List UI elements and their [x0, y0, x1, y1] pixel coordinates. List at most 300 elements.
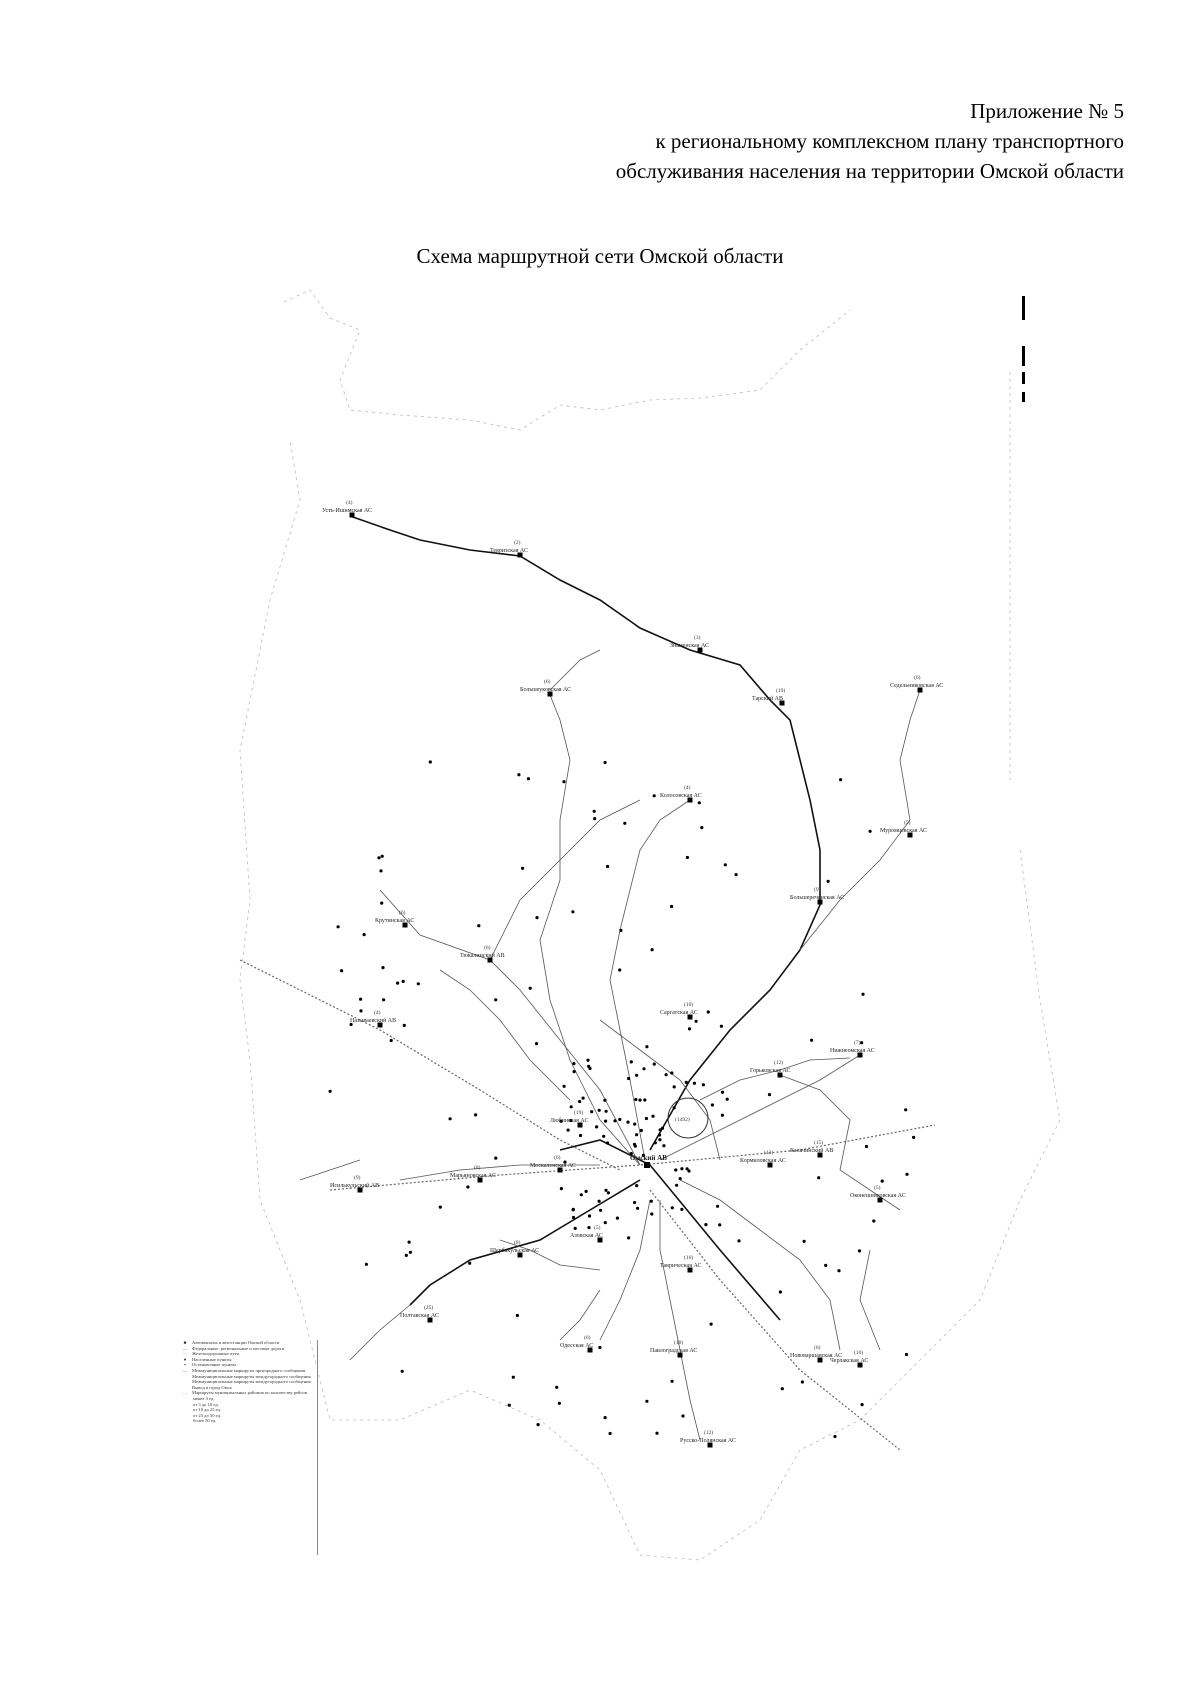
settlement-dot [535, 916, 538, 919]
legend-text: Федеральные, региональные и местные дороги [192, 1345, 285, 1351]
settlement-dot [572, 1216, 575, 1219]
station-kalachinsk [790, 1139, 833, 1158]
station-label: Кормиловская АС [740, 1158, 786, 1164]
legend-text: Межмуниципальные маршруты пригородного сообщения [192, 1367, 306, 1373]
station-route-count: (9) [814, 887, 821, 893]
settlement-dot [810, 1039, 813, 1042]
legend-text: Межмуниципальные маршруты междугородного сообщения [192, 1373, 311, 1379]
station-russkaya-polyana [680, 1429, 736, 1448]
settlement-dot [363, 933, 366, 936]
station-route-count: (16) [684, 1255, 694, 1261]
settlement-dot [567, 1129, 570, 1132]
settlement-dot [645, 1045, 648, 1048]
settlement-dot [658, 1133, 661, 1136]
station-route-count: (2) [514, 540, 521, 546]
settlement-dot [635, 1184, 638, 1187]
station-label: Азовская АС [570, 1233, 603, 1239]
settlement-dot [587, 1226, 590, 1229]
legend-symbol: ··· [182, 1351, 188, 1357]
settlement-dot [582, 1097, 585, 1100]
settlement-dot [396, 982, 399, 985]
settlement-dot [381, 966, 384, 969]
settlement-dot [655, 1432, 658, 1435]
settlement-dot [700, 826, 703, 829]
settlement-dot [572, 1208, 575, 1211]
settlement-dot [586, 1059, 589, 1062]
legend-text: Населенные пункты [192, 1356, 232, 1362]
station-label: Москаленская АС [530, 1163, 576, 1169]
settlement-dot [579, 1134, 582, 1137]
settlement-dot [645, 1400, 648, 1403]
station-muromtsevo [880, 819, 927, 838]
legend-scale-item: от 25 до 50 ед. [193, 1412, 222, 1418]
page-title: Схема маршрутной сети Омской области [416, 244, 784, 268]
legend-text: Железнодорожные пути [192, 1351, 239, 1357]
settlement-dot [402, 980, 405, 983]
settlement-dot [562, 780, 565, 783]
settlement-dot [827, 880, 830, 883]
settlement-dot [803, 1240, 806, 1243]
station-route-count: (10) [684, 1002, 694, 1008]
station-route-count: (5) [874, 1185, 881, 1191]
station-label: Таврическая АС [660, 1263, 702, 1269]
settlement-dot [595, 1125, 598, 1128]
omsk-station-marker [644, 1162, 650, 1168]
settlement-dot [598, 1346, 601, 1349]
settlement-dot [560, 1187, 563, 1190]
legend-text: Вывод в город Омск [192, 1384, 232, 1390]
station-route-count: (12) [774, 1060, 784, 1066]
station-route-count: (6) [544, 679, 551, 685]
settlement-dot [718, 1223, 721, 1226]
settlement-dot [661, 1127, 664, 1130]
station-tara [752, 687, 785, 706]
station-route-count: (10) [854, 1350, 864, 1356]
settlement-dot [680, 1167, 683, 1170]
settlement-dot [571, 910, 574, 913]
station-label: Называевский АВ [350, 1018, 397, 1024]
settlement-dot [613, 1119, 616, 1122]
settlement-dot [572, 1062, 575, 1065]
settlement-dot [587, 1065, 590, 1068]
region-boundary [240, 290, 1060, 1560]
legend-symbol: ▪ [184, 1362, 186, 1368]
settlement-dot [558, 1402, 561, 1405]
settlement-dot [593, 817, 596, 820]
legend-symbol: — [182, 1367, 188, 1373]
settlement-dot [837, 1269, 840, 1272]
settlement-dot [537, 1423, 540, 1426]
station-label: Горьковская АС [750, 1068, 791, 1074]
settlement-dot [555, 1386, 558, 1389]
settlement-dot [675, 1184, 678, 1187]
settlement-dot [695, 1020, 698, 1023]
settlement-dot [382, 998, 385, 1001]
settlement-dot [365, 1263, 368, 1266]
settlement-dot [604, 761, 607, 764]
settlement-dot [720, 1025, 723, 1028]
station-label: Тевризская АС [490, 548, 528, 554]
settlement-dot [337, 925, 340, 928]
station-tyukalinsk [460, 944, 505, 963]
settlement-dot [593, 810, 596, 813]
station-route-count: (3) [694, 635, 701, 641]
settlement-dot [618, 968, 621, 971]
settlement-dot [905, 1173, 908, 1176]
station-route-count: (9) [354, 1175, 361, 1181]
settlement-dot [574, 1227, 577, 1230]
settlement-dot [633, 1201, 636, 1204]
settlement-dot [604, 1189, 607, 1192]
settlement-dot [650, 1212, 653, 1215]
settlement-dot [512, 1376, 515, 1379]
settlement-dot [704, 1223, 707, 1226]
settlement-dot [779, 1290, 782, 1293]
station-label: Нововаршавская АС [790, 1353, 843, 1359]
settlement-dot [439, 1206, 442, 1209]
settlement-dot [607, 1191, 610, 1194]
station-sargatskoe [660, 1001, 698, 1020]
settlement-dot [638, 1099, 641, 1102]
settlement-dot [658, 1138, 661, 1141]
settlement-dot [377, 856, 380, 859]
settlement-dot [599, 1209, 602, 1212]
station-route-count: (6) [399, 910, 406, 916]
settlement-dot [686, 856, 689, 859]
settlement-dot [573, 1070, 576, 1073]
settlement-dot [680, 1208, 683, 1211]
station-label: Щербакульская АС [490, 1248, 540, 1254]
settlement-dot [381, 855, 384, 858]
station-route-count: (13) [764, 1150, 774, 1156]
settlement-dot [681, 1414, 684, 1417]
station-label: Саргатская АС [660, 1010, 698, 1016]
settlement-dot [642, 1067, 645, 1070]
settlement-dot [654, 1141, 657, 1144]
settlement-dot [527, 777, 530, 780]
legend-text: Маршруты муниципальных районов по количеству рейсов [192, 1390, 308, 1396]
legend-symbol: — [182, 1345, 188, 1351]
settlement-dot [643, 1098, 646, 1101]
station-route-count: (6) [814, 1345, 821, 1351]
station-route-count: (6) [484, 945, 491, 951]
settlement-dot [468, 1262, 471, 1265]
settlement-dot [627, 1077, 630, 1080]
legend-scale-item: от 10 до 25 ед. [193, 1407, 222, 1413]
station-pavlogradka [650, 1339, 697, 1358]
settlement-dot [604, 1416, 607, 1419]
settlement-dot [517, 773, 520, 776]
settlement-dot [474, 1113, 477, 1116]
settlement-dot [329, 1090, 332, 1093]
station-poltavka [400, 1304, 439, 1323]
settlement-dot [662, 1144, 665, 1147]
settlement-dot [781, 1387, 784, 1390]
station-sedelnikovo [890, 674, 943, 693]
settlement-dot [651, 1115, 654, 1118]
settlement-dot [379, 869, 382, 872]
settlement-dot [686, 1167, 689, 1170]
station-moskalenki [530, 1154, 576, 1173]
major-routes [350, 516, 820, 1320]
settlement-dot [494, 1157, 497, 1160]
station-route-count: (5) [594, 1225, 601, 1231]
bus-stations [322, 499, 943, 1448]
station-route-count: (10) [674, 1340, 684, 1346]
settlement-dot [702, 1083, 705, 1086]
settlement-dot [604, 1221, 607, 1224]
station-ust-ishim [322, 499, 372, 518]
station-route-count: (15) [814, 1140, 824, 1146]
station-route-count: (19) [776, 688, 786, 694]
settlement-dot [570, 1105, 573, 1108]
settlement-dot [390, 1039, 393, 1042]
settlement-dot [535, 1042, 538, 1045]
settlement-dot [651, 948, 654, 951]
settlement-dot [409, 1251, 412, 1254]
settlement-dot [521, 867, 524, 870]
settlement-dot [635, 1074, 638, 1077]
settlement-dot [449, 1117, 452, 1120]
station-label: Черлакская АС [830, 1358, 869, 1364]
station-route-count: (6) [584, 1335, 591, 1341]
settlement-dot [598, 1109, 601, 1112]
settlement-dot [516, 1314, 519, 1317]
omsk-station-label: Омский АВ [630, 1154, 667, 1162]
legend-text: Автовокзалы и автостанции Омской области [192, 1340, 280, 1345]
legend-scale-item: менее 3 ед. [193, 1395, 215, 1401]
settlement-dot [359, 998, 362, 1001]
station-label: Павлоградская АС [650, 1348, 698, 1354]
settlement-dot [477, 924, 480, 927]
station-label: Большеуковская АС [520, 687, 572, 693]
settlement-dot [340, 969, 343, 972]
station-label: Знаменская АС [670, 643, 709, 649]
station-route-count: (25) [424, 1305, 434, 1311]
legend-text: Межмуниципальные маршруты междугородного сообщения [192, 1379, 311, 1385]
station-azovo [570, 1224, 603, 1243]
settlement-dot [679, 1177, 682, 1180]
settlement-dot [626, 1121, 629, 1124]
settlement-dot [630, 1060, 633, 1063]
station-route-count: (6) [914, 675, 921, 681]
settlement-dots [329, 760, 916, 1438]
settlement-dot [817, 1176, 820, 1179]
station-label: Любинская АС [550, 1118, 589, 1124]
settlement-dot [673, 1085, 676, 1088]
settlement-dot [673, 1106, 676, 1109]
settlement-dot [603, 1099, 606, 1102]
station-label: Одесская АС [560, 1343, 594, 1349]
settlement-dot [401, 1370, 404, 1373]
station-kormilovka [740, 1149, 786, 1168]
settlement-dot [716, 1205, 719, 1208]
settlement-dot [609, 1432, 612, 1435]
station-kolosovka [660, 784, 702, 803]
settlement-dot [905, 1353, 908, 1356]
legend-text: Остановочные пункты [192, 1362, 237, 1368]
omsk-city-count: (1492) [675, 1117, 690, 1123]
settlement-dot [590, 1110, 593, 1113]
settlement-dot [598, 1200, 601, 1203]
settlement-dot [405, 1254, 408, 1257]
railway-lines [240, 960, 935, 1450]
settlement-dot [726, 1098, 729, 1101]
station-label: Седельниковская АС [890, 683, 944, 689]
settlement-dot [881, 1180, 884, 1183]
settlement-dot [670, 905, 673, 908]
station-label: Тюкалинский АВ [460, 953, 505, 959]
settlement-dot [904, 1108, 907, 1111]
settlement-dot [645, 1117, 648, 1120]
station-label: Колосовская АС [660, 793, 702, 799]
settlement-dot [872, 1219, 875, 1222]
settlement-dot [674, 1168, 677, 1171]
settlement-dot [861, 1403, 864, 1406]
settlement-dot [580, 1193, 583, 1196]
settlement-dot [606, 1141, 609, 1144]
settlement-dot [466, 1185, 469, 1188]
settlement-dot [737, 1239, 740, 1242]
station-oconeshnikovo [850, 1184, 906, 1203]
settlement-dot [839, 778, 842, 781]
settlement-dot [604, 1120, 607, 1123]
settlement-dot [529, 987, 532, 990]
settlement-dot [653, 1063, 656, 1066]
legend-symbol: … [182, 1390, 188, 1396]
settlement-dot [711, 1103, 714, 1106]
settlement-dot [665, 1073, 668, 1076]
settlement-dot [359, 1009, 362, 1012]
appendix-number: Приложение № 5 [970, 99, 1124, 123]
settlement-dot [380, 902, 383, 905]
settlement-dot [578, 1100, 581, 1103]
settlement-dot [403, 1024, 406, 1027]
settlement-dot [912, 1136, 915, 1139]
settlement-dot [605, 1110, 608, 1113]
settlement-dot [563, 1085, 566, 1088]
settlement-dot [508, 1404, 511, 1407]
minor-routes [300, 650, 920, 1440]
station-label: Муромцевская АС [880, 828, 927, 834]
settlement-dot [494, 998, 497, 1001]
settlement-dot [721, 1091, 724, 1094]
settlement-dot [710, 1323, 713, 1326]
station-lyubinsky [550, 1109, 588, 1128]
settlement-dot [801, 1380, 804, 1383]
station-label: Крутинская АС [375, 918, 415, 924]
station-bolsheukovo [520, 678, 571, 697]
settlement-dot [824, 1264, 827, 1267]
station-label: Тарский АВ [752, 696, 784, 702]
settlement-dot [688, 1027, 691, 1030]
station-isilkul [330, 1174, 379, 1193]
station-bolsherechye [790, 886, 844, 905]
settlement-dot [635, 1133, 638, 1136]
station-label: Калачинский АВ [790, 1148, 834, 1154]
settlement-dot [417, 982, 420, 985]
station-route-count: (4) [684, 785, 691, 791]
settlement-dot [618, 1118, 621, 1121]
settlement-dot [671, 1380, 674, 1383]
appendix-caption-line1: к региональному комплексном плану транспортного [655, 129, 1124, 153]
legend-symbol: ● [183, 1356, 187, 1362]
station-label: Полтавская АС [400, 1313, 439, 1319]
settlement-dot [627, 1236, 630, 1239]
settlement-dot [698, 801, 701, 804]
appendix-caption-line2: обслуживания населения на территории Омской области [615, 159, 1124, 183]
station-route-count: (4) [346, 500, 353, 506]
station-maryanovka [450, 1164, 496, 1183]
station-route-count: (4) [374, 1010, 381, 1016]
settlement-dot [858, 1249, 861, 1252]
station-krutinka [375, 909, 414, 928]
station-label: Нижнеомская АС [830, 1048, 875, 1054]
station-route-count: (8) [514, 1240, 521, 1246]
settlement-dot [606, 865, 609, 868]
legend-scale-item: от 3 до 10 ед. [193, 1401, 219, 1407]
station-label: Большереченская АС [790, 895, 845, 901]
settlement-dot [735, 873, 738, 876]
legend-symbol: ■ [183, 1340, 187, 1345]
settlement-dot [860, 1041, 863, 1044]
station-odesskoe [560, 1334, 593, 1353]
station-route-count: (5) [904, 820, 911, 826]
station-route-count: (6) [554, 1155, 561, 1161]
settlement-dot [707, 1010, 710, 1013]
station-label: Русско-Полянская АС [680, 1438, 736, 1444]
station-tavricheskoe [660, 1254, 702, 1273]
settlement-dot [640, 1129, 643, 1132]
settlement-dot [634, 1098, 637, 1101]
settlement-dot [724, 863, 727, 866]
settlement-dot [636, 1207, 639, 1210]
settlement-dot [633, 1143, 636, 1146]
station-cherlak [830, 1349, 868, 1368]
station-label: Усть-Ишимская АС [322, 508, 372, 514]
settlement-dot [833, 1435, 836, 1438]
settlement-dot [768, 1093, 771, 1096]
station-route-count: (7) [854, 1040, 861, 1046]
settlement-dot [585, 1190, 588, 1193]
station-route-count: (19) [574, 1110, 584, 1116]
station-gorkovskoe [750, 1059, 791, 1078]
station-route-count: (12) [704, 1430, 714, 1436]
settlement-dot [861, 993, 864, 996]
station-label: Марьяновская АС [450, 1173, 496, 1179]
settlement-dot [721, 1114, 724, 1117]
settlement-dot [693, 1082, 696, 1085]
map-legend [181, 1340, 318, 1555]
station-label: Оконешниковская АС [850, 1193, 906, 1199]
settlement-dot [623, 822, 626, 825]
settlement-dot [602, 1135, 605, 1138]
settlement-dot [408, 1241, 411, 1244]
settlement-dot [650, 1200, 653, 1203]
station-route-count: (8) [474, 1165, 481, 1171]
settlement-dot [633, 1123, 636, 1126]
settlement-dot [619, 929, 622, 932]
settlement-dot [616, 1217, 619, 1220]
station-label: Исилькульский АВ [330, 1183, 380, 1189]
settlement-dot [653, 794, 656, 797]
scale-marks [1022, 296, 1025, 402]
station-nazyvaevsk [350, 1009, 396, 1028]
settlement-dot [429, 760, 432, 763]
station-nizhnyaya-omka [830, 1039, 875, 1058]
settlement-dot [588, 1214, 591, 1217]
settlement-dot [865, 1145, 868, 1148]
